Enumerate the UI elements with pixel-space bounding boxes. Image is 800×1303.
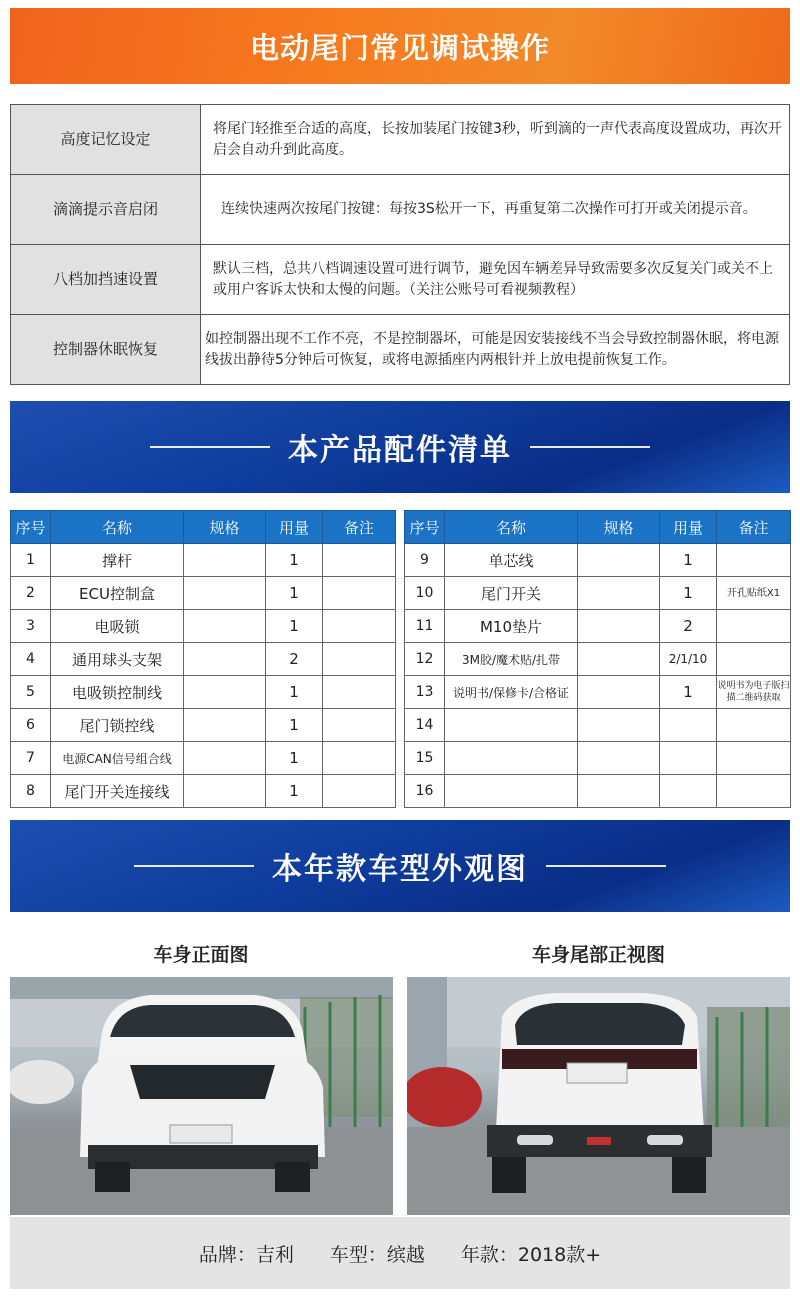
cell-qty: 1 bbox=[266, 544, 323, 577]
cell-note bbox=[323, 577, 396, 610]
banner-line-left bbox=[150, 446, 270, 448]
cell-name: 说明书/保修卡/合格证 bbox=[445, 676, 578, 709]
cell-note bbox=[323, 775, 396, 808]
header-title: 电动尾门常见调试操作 bbox=[249, 30, 550, 65]
cell-note bbox=[323, 544, 396, 577]
cell-no: 5 bbox=[11, 676, 51, 709]
col-header-spec: 规格 bbox=[578, 511, 660, 544]
cell-spec bbox=[184, 577, 266, 610]
cell-name bbox=[445, 709, 578, 742]
table-row bbox=[405, 676, 791, 709]
cell-qty bbox=[660, 709, 717, 742]
settings-text: 连续快速两次按尾门按键：每按3S松开一下，再重复第二次操作可打开或关闭提示音。 bbox=[201, 175, 790, 245]
cell-name: 尾门开关 bbox=[445, 577, 578, 610]
cell-spec bbox=[578, 610, 660, 643]
settings-text: 将尾门轻推至合适的高度，长按加装尾门按键3秒，听到滴的一声代表高度设置成功，再次开启会自动升到此高度。 bbox=[201, 105, 790, 175]
cell-no: 6 bbox=[11, 709, 51, 742]
cell-spec bbox=[578, 643, 660, 676]
cell-note bbox=[717, 775, 791, 808]
cell-name: 通用球头支架 bbox=[51, 643, 184, 676]
cell-name: 电源CAN信号组合线 bbox=[51, 742, 184, 775]
table-row bbox=[405, 742, 791, 775]
cell-note: 说明书为电子版扫描二维码获取 bbox=[717, 676, 791, 709]
col-header-qty: 用量 bbox=[660, 511, 717, 544]
cell-name bbox=[445, 742, 578, 775]
cell-spec bbox=[184, 775, 266, 808]
settings-label: 八档加挡速设置 bbox=[11, 245, 201, 315]
cell-qty: 1 bbox=[266, 742, 323, 775]
cell-note bbox=[323, 610, 396, 643]
settings-row bbox=[11, 245, 790, 315]
table-row bbox=[11, 775, 396, 808]
cell-note bbox=[717, 544, 791, 577]
settings-text: 如控制器出现不工作不亮，不是控制器坏，可能是因安装接线不当会导致控制器休眠，将电源线拔出静待5分钟后可恢复，或将电源插座内两根针并上放电提前恢复工作。 bbox=[201, 315, 790, 385]
cell-no: 9 bbox=[405, 544, 445, 577]
col-header-note: 备注 bbox=[717, 511, 791, 544]
cell-qty bbox=[660, 775, 717, 808]
footer-model: 车型：缤越 bbox=[329, 1243, 425, 1266]
col-header-name: 名称 bbox=[445, 511, 578, 544]
cell-spec bbox=[184, 709, 266, 742]
cell-spec bbox=[578, 742, 660, 775]
cell-qty: 1 bbox=[266, 775, 323, 808]
front-photo-caption: 车身正面图 bbox=[153, 944, 249, 966]
cell-spec bbox=[184, 643, 266, 676]
cell-no: 8 bbox=[11, 775, 51, 808]
cell-spec bbox=[184, 742, 266, 775]
header-banner bbox=[10, 8, 790, 84]
settings-label: 控制器休眠恢复 bbox=[11, 315, 201, 385]
settings-table bbox=[10, 104, 790, 385]
cell-no: 4 bbox=[11, 643, 51, 676]
table-row bbox=[11, 577, 396, 610]
cell-no: 14 bbox=[405, 709, 445, 742]
cell-note bbox=[323, 676, 396, 709]
cell-note bbox=[323, 709, 396, 742]
parts-header-row bbox=[11, 511, 396, 544]
cell-qty bbox=[660, 742, 717, 775]
table-row bbox=[405, 643, 791, 676]
cell-name: 尾门开关连接线 bbox=[51, 775, 184, 808]
cell-note bbox=[717, 742, 791, 775]
cell-no: 16 bbox=[405, 775, 445, 808]
cell-qty: 1 bbox=[266, 610, 323, 643]
cell-no: 7 bbox=[11, 742, 51, 775]
footer-brand: 品牌：吉利 bbox=[198, 1243, 294, 1266]
settings-row bbox=[11, 105, 790, 175]
cell-qty: 1 bbox=[660, 544, 717, 577]
table-row bbox=[11, 643, 396, 676]
table-row bbox=[11, 709, 396, 742]
parts-banner-title: 本产品配件清单 bbox=[288, 433, 512, 468]
banner-line-right bbox=[530, 446, 650, 448]
table-row bbox=[405, 775, 791, 808]
col-header-no: 序号 bbox=[11, 511, 51, 544]
banner-line-left bbox=[134, 865, 254, 867]
table-row bbox=[405, 610, 791, 643]
settings-label: 滴滴提示音启闭 bbox=[11, 175, 201, 245]
table-row bbox=[11, 544, 396, 577]
parts-table-left bbox=[10, 510, 396, 808]
cell-no: 2 bbox=[11, 577, 51, 610]
settings-row bbox=[11, 315, 790, 385]
table-row bbox=[405, 709, 791, 742]
cell-spec bbox=[184, 610, 266, 643]
col-header-spec: 规格 bbox=[184, 511, 266, 544]
cell-name: M10垫片 bbox=[445, 610, 578, 643]
cell-spec bbox=[578, 544, 660, 577]
cell-name: 单芯线 bbox=[445, 544, 578, 577]
table-row bbox=[11, 742, 396, 775]
cell-no: 11 bbox=[405, 610, 445, 643]
cell-no: 12 bbox=[405, 643, 445, 676]
cell-name: 电吸锁 bbox=[51, 610, 184, 643]
cell-name: 撑杆 bbox=[51, 544, 184, 577]
cell-note bbox=[323, 742, 396, 775]
table-row bbox=[405, 544, 791, 577]
cell-qty: 1 bbox=[660, 676, 717, 709]
cell-qty: 2/1/10 bbox=[660, 643, 717, 676]
cell-no: 10 bbox=[405, 577, 445, 610]
cell-qty: 2 bbox=[266, 643, 323, 676]
cell-name: ECU控制盒 bbox=[51, 577, 184, 610]
cell-qty: 1 bbox=[660, 577, 717, 610]
cell-note bbox=[717, 643, 791, 676]
car-rear-photo bbox=[407, 977, 790, 1215]
cell-spec bbox=[184, 544, 266, 577]
col-header-name: 名称 bbox=[51, 511, 184, 544]
cell-qty: 1 bbox=[266, 577, 323, 610]
parts-banner bbox=[10, 401, 790, 493]
parts-table-right bbox=[404, 510, 791, 808]
cell-note bbox=[717, 709, 791, 742]
cell-note bbox=[717, 610, 791, 643]
cell-note bbox=[323, 643, 396, 676]
settings-row bbox=[11, 175, 790, 245]
banner-line-right bbox=[546, 865, 666, 867]
cell-spec bbox=[578, 775, 660, 808]
exterior-banner bbox=[10, 820, 790, 912]
parts-header-row bbox=[405, 511, 791, 544]
cell-note: 开孔贴纸X1 bbox=[717, 577, 791, 610]
settings-text: 默认三档，总共八档调速设置可进行调节，避免因车辆差异导致需要多次反复关门或关不上或用户客诉太快和太慢的问题。（关注公账号可看视频教程） bbox=[201, 245, 790, 315]
cell-name: 电吸锁控制线 bbox=[51, 676, 184, 709]
cell-qty: 1 bbox=[266, 709, 323, 742]
col-header-note: 备注 bbox=[323, 511, 396, 544]
exterior-banner-title: 本年款车型外观图 bbox=[272, 852, 528, 887]
settings-label: 高度记忆设定 bbox=[11, 105, 201, 175]
car-rear-illustration bbox=[407, 977, 790, 1215]
rear-photo-caption: 车身尾部正视图 bbox=[531, 944, 665, 966]
table-row bbox=[11, 676, 396, 709]
car-front-illustration bbox=[10, 977, 393, 1215]
car-front-photo bbox=[10, 977, 393, 1215]
footer-year: 年款：2018款+ bbox=[460, 1243, 602, 1266]
col-header-no: 序号 bbox=[405, 511, 445, 544]
cell-name bbox=[445, 775, 578, 808]
cell-spec bbox=[578, 709, 660, 742]
cell-no: 15 bbox=[405, 742, 445, 775]
cell-no: 1 bbox=[11, 544, 51, 577]
table-row bbox=[405, 577, 791, 610]
cell-qty: 1 bbox=[266, 676, 323, 709]
cell-no: 3 bbox=[11, 610, 51, 643]
cell-qty: 2 bbox=[660, 610, 717, 643]
col-header-qty: 用量 bbox=[266, 511, 323, 544]
footer-bar bbox=[10, 1217, 790, 1289]
table-row bbox=[11, 610, 396, 643]
cell-name: 3M胶/魔术贴/扎带 bbox=[445, 643, 578, 676]
cell-spec bbox=[184, 676, 266, 709]
cell-spec bbox=[578, 577, 660, 610]
cell-name: 尾门锁控线 bbox=[51, 709, 184, 742]
cell-no: 13 bbox=[405, 676, 445, 709]
cell-spec bbox=[578, 676, 660, 709]
